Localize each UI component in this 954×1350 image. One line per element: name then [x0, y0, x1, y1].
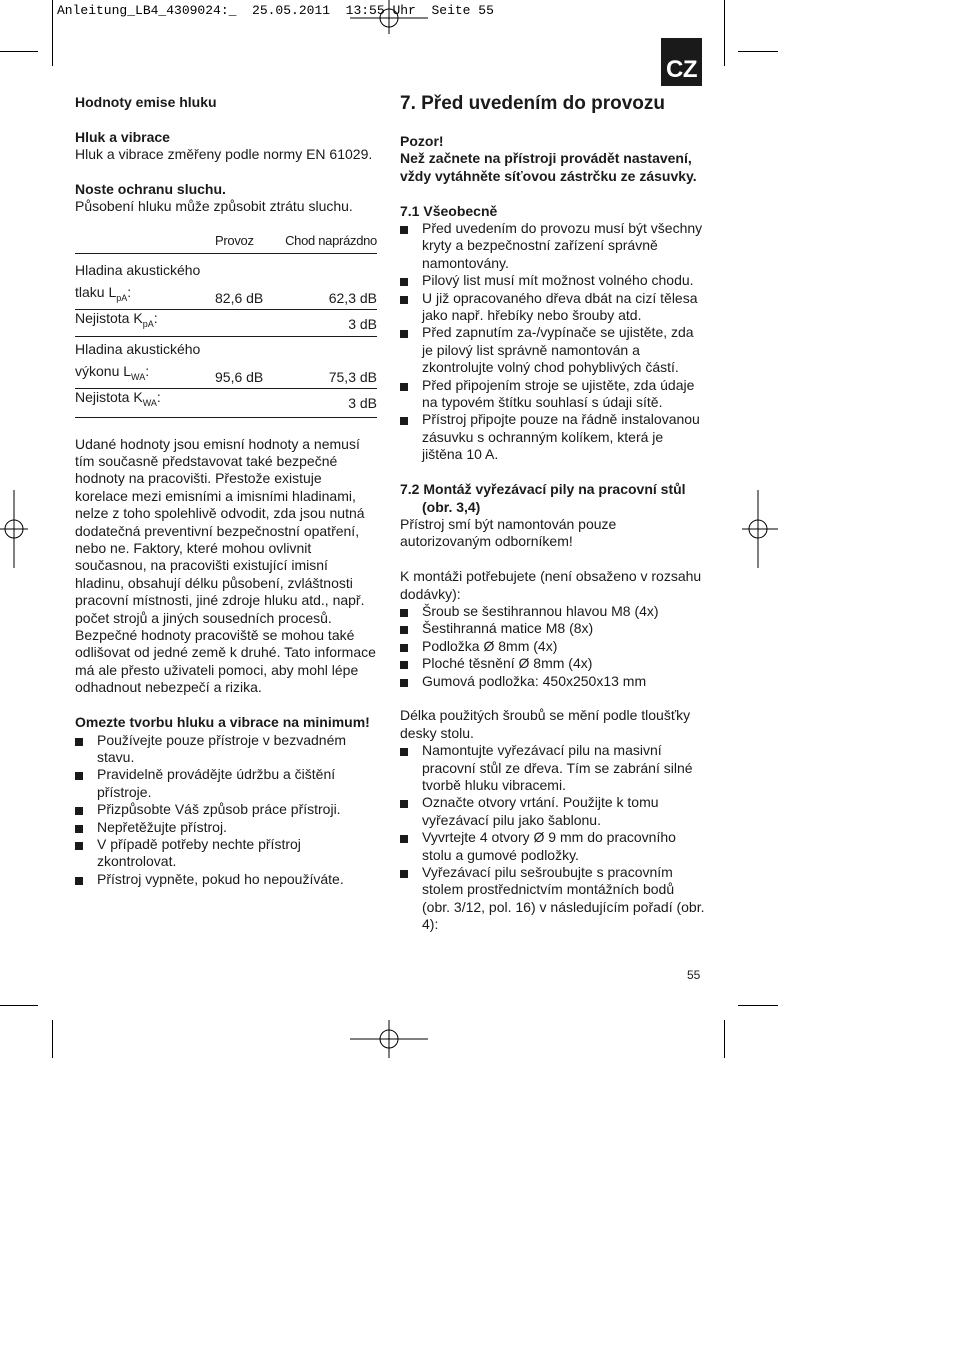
table-header-row	[75, 228, 377, 254]
page-number: 55	[687, 968, 701, 982]
bullet-icon	[400, 644, 408, 652]
registration-mark-icon	[350, 0, 428, 34]
crop-mark	[0, 51, 38, 52]
table-row: tlaku $L_{pA}$: 82,6 dB 62,3 dB	[75, 280, 377, 310]
bullet-icon	[400, 383, 408, 391]
bullet-icon	[400, 609, 408, 617]
table-row: výkonu $L_{WA}$: 95,6 dB 75,3 dB	[75, 359, 377, 389]
section-title: 7. Před uvedením do provozu	[400, 93, 665, 114]
bullet-icon	[75, 877, 83, 885]
crop-mark	[724, 0, 725, 66]
bullet-icon	[400, 626, 408, 634]
table-row: Nejistota $K_{WA}$: 3 dB	[75, 389, 377, 418]
left-column	[75, 94, 377, 888]
bullet-icon	[75, 772, 83, 780]
list-item: Používejte pouze přístroje v bezvadném stavu.	[75, 732, 377, 767]
bullet-icon	[400, 296, 408, 304]
bullet-icon	[400, 835, 408, 843]
registration-mark-icon	[742, 490, 778, 568]
bullet-icon	[400, 330, 408, 338]
bullet-icon	[75, 842, 83, 850]
warning-text: Než začnete na přístroji provádět nastavení, vždy vytáhněte síťovou zástrčku ze zásuvky.	[400, 150, 697, 184]
list-item: Namontujte vyřezávací pilu na masivní pracovní stůl ze dřeva. Tím se zabrání silné tvorbě hluku vibracemi.	[400, 742, 705, 794]
warning-title: Pozor!	[400, 133, 444, 149]
bullet-icon	[400, 278, 408, 286]
general-title: 7.1 Všeobecně	[400, 202, 498, 219]
list-item: V případě potřeby nechte přístroj zkontrolovat.	[75, 836, 377, 871]
emission-paragraph: Udané hodnoty jsou emisní hodnoty a nemusí tím současně představovat také bezpečné hodnoty na pracovišti. Přestože existuje korelace mezi emisními a imisními hladinami, nelze z toho spolehlivě odvodit, zda jsou nutná dodatečná preventivní bezpečnostní opatření, nebo ne. Faktory, které mohou ovlivnit současnou, na pracovišti existující imisní hladinu, obsahují délku působení, zvláštnosti pracovní místnosti, jiné zdroje hluku atd., např. počet strojů a jiných sousedních procesů. Bezpečné hodnoty pracoviště se mohou také odlišovat od jedné země k druhé. Tato informace má ale přesto uživateli pomoci, aby mohl lépe odhadnout nebezpečí a rizika.	[75, 435, 376, 696]
list-item: U již opracovaného dřeva dbát na cizí tělesa jako např. hřebíky nebo šrouby atd.	[400, 290, 705, 325]
list-item: Označte otvory vrtání. Použijte k tomu vyřezávací pilu jako šablonu.	[400, 794, 705, 829]
list-item: Přístroj vypněte, pokud ho nepoužíváte.	[75, 871, 377, 888]
crop-mark	[738, 51, 778, 52]
list-item: Před zapnutím za-/vypínače se ujistěte, zda je pilový list správně namontován a zkontrolujte volný chod pohyblivých částí.	[400, 324, 705, 376]
general-list	[400, 220, 705, 464]
table-row: Nejistota $K_{pA}$: 3 dB	[75, 310, 377, 336]
minimize-list	[75, 732, 377, 889]
bullet-icon	[400, 417, 408, 425]
bullet-icon	[400, 870, 408, 878]
hearing-protection-title: Noste ochranu sluchu.	[75, 181, 226, 197]
column-header-provoz: Provoz	[215, 228, 285, 254]
crop-mark	[52, 0, 53, 66]
table-row: Hladina akustického	[75, 262, 201, 279]
registration-mark-icon	[350, 1000, 428, 1078]
bullet-icon	[400, 800, 408, 808]
need-list	[400, 603, 705, 690]
table-row: Hladina akustického	[75, 341, 201, 358]
list-item: Pravidelně provádějte údržbu a čištění přístroje.	[75, 766, 377, 801]
noise-title: Hodnoty emise hluku	[75, 94, 217, 110]
noise-vibration-text: Hluk a vibrace změřeny podle normy EN 61029.	[75, 146, 373, 163]
list-item: Přizpůsobte Váš způsob práce přístroji.	[75, 801, 377, 818]
right-column	[400, 92, 705, 934]
bullet-icon	[400, 226, 408, 234]
list-item: Nepřetěžujte přístroj.	[75, 819, 377, 836]
noise-values-table	[75, 228, 377, 418]
mount-title: 7.2 Montáž vyřezávací pily na pracovní stůl (obr. 3,4)	[400, 481, 686, 515]
bullet-icon	[400, 748, 408, 756]
crop-mark	[738, 1005, 778, 1006]
list-item: Šroub se šestihrannou hlavou M8 (4x)	[400, 603, 705, 620]
bullet-icon	[75, 825, 83, 833]
language-badge: CZ	[661, 38, 702, 86]
registration-mark-icon	[0, 490, 28, 568]
bullet-icon	[400, 661, 408, 669]
minimize-title: Omezte tvorbu hluku a vibrace na minimum!	[75, 714, 370, 731]
bullet-icon	[75, 807, 83, 815]
list-item: Pilový list musí mít možnost volného chodu.	[400, 272, 705, 289]
list-item: Šestihranná matice M8 (8x)	[400, 620, 705, 637]
crop-mark	[52, 1020, 53, 1058]
length-text: Délka použitých šroubů se mění podle tloušťky desky stolu.	[400, 707, 691, 741]
list-item: Přístroj připojte pouze na řádně instalovanou zásuvku s ochranným kolíkem, která je jištěna 10 A.	[400, 411, 705, 463]
list-item: Gumová podložka: 450x250x13 mm	[400, 673, 705, 690]
bullet-icon	[75, 738, 83, 746]
mount-text: Přístroj smí být namontován pouze autorizovaným odborníkem!	[400, 515, 617, 550]
print-header: Anleitung_LB4_4309024:_ 25.05.2011 13:55 Uhr Seite 55	[57, 3, 494, 18]
noise-vibration-title: Hluk a vibrace	[75, 128, 170, 145]
list-item: Ploché těsnění Ø 8mm (4x)	[400, 655, 705, 672]
list-item: Vyřezávací pilu sešroubujte s pracovním stolem prostřednictvím montážních bodů (obr. 3/12, pol. 16) v následujícím pořadí (obr. 4):	[400, 864, 705, 934]
list-item: Vyvrtejte 4 otvory Ø 9 mm do pracovního stolu a gumové podložky.	[400, 829, 705, 864]
steps-list	[400, 742, 705, 933]
list-item: Před uvedením do provozu musí být všechny kryty a bezpečnostní zařízení správně namontovány.	[400, 220, 705, 272]
crop-mark	[724, 1020, 725, 1058]
hearing-protection-text: Působení hluku může způsobit ztrátu sluchu.	[75, 198, 353, 215]
list-item: Před připojením stroje se ujistěte, zda údaje na typovém štítku souhlasí s údaji sítě.	[400, 377, 705, 412]
column-header-chod: Chod naprázdno	[285, 228, 377, 254]
list-item: Podložka Ø 8mm (4x)	[400, 638, 705, 655]
crop-mark	[0, 1005, 38, 1006]
need-text: K montáži potřebujete (není obsaženo v rozsahu dodávky):	[400, 568, 702, 602]
bullet-icon	[400, 679, 408, 687]
